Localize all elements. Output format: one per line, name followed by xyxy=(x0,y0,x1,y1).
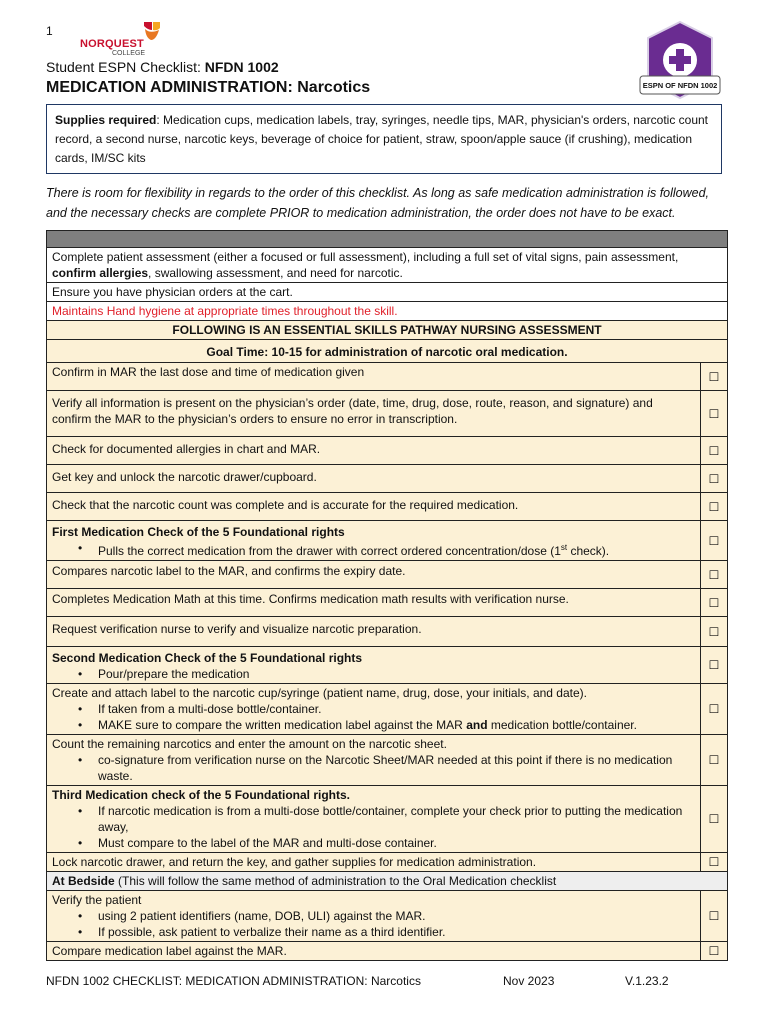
step-checkbox[interactable]: ☐ xyxy=(701,647,728,684)
course-line: Student ESPN Checklist: NFDN 1002 xyxy=(46,59,279,75)
footer-title: NFDN 1002 CHECKLIST: MEDICATION ADMINISTRATION: Narcotics xyxy=(46,974,421,988)
table-row: Compares narcotic label to the MAR, and confirms the expiry date. ☐ xyxy=(47,561,728,589)
table-row: Check for documented allergies in chart and MAR. ☐ xyxy=(47,437,728,465)
step-checkbox[interactable]: ☐ xyxy=(701,391,728,437)
table-row: Check that the narcotic count was complete and is accurate for the required medication. ☐ xyxy=(47,493,728,521)
logo-wordmark: NORQUEST xyxy=(80,38,144,50)
step-checkbox[interactable]: ☐ xyxy=(701,853,728,872)
table-row: Lock narcotic drawer, and return the key, and gather supplies for medication administration. ☐ xyxy=(47,853,728,872)
step-checkbox[interactable]: ☐ xyxy=(701,561,728,589)
step-checkbox[interactable]: ☐ xyxy=(701,589,728,617)
step-checkbox[interactable]: ☐ xyxy=(701,684,728,735)
step-checkbox[interactable]: ☐ xyxy=(701,942,728,961)
step-checkbox[interactable]: ☐ xyxy=(701,891,728,942)
step-checkbox[interactable]: ☐ xyxy=(701,493,728,521)
bedside-header-row: At Bedside (This will follow the same method of administration to the Oral Medication checklist xyxy=(47,872,728,891)
supplies-label: Supplies required xyxy=(55,113,157,127)
essential-header-row: FOLLOWING IS AN ESSENTIAL SKILLS PATHWAY NURSING ASSESSMENT xyxy=(47,321,728,340)
table-row: Complete patient assessment (either a focused or full assessment), including a full set of vital signs, pain assessment, confirm allergies, swallowing assessment, and need for narcotic. xyxy=(47,248,728,283)
table-row: Maintains Hand hygiene at appropriate times throughout the skill. xyxy=(47,302,728,321)
badge-label: ESPN OF NFDN 1002 xyxy=(642,81,718,90)
table-row: Verify the patient • using 2 patient identifiers (name, DOB, ULI) against the MAR. • If possible, ask patient to verbalize their name as a third identifier. ☐ xyxy=(47,891,728,942)
step-checkbox[interactable]: ☐ xyxy=(701,437,728,465)
supplies-box xyxy=(46,104,722,174)
table-row: Request verification nurse to verify and visualize narcotic preparation. ☐ xyxy=(47,617,728,647)
goal-time-row: Goal Time: 10-15 for administration of narcotic oral medication. xyxy=(47,340,728,363)
table-row: Get key and unlock the narcotic drawer/cupboard. ☐ xyxy=(47,465,728,493)
supplies-text: : Medication cups, medication labels, tray, syringes, needle tips, MAR, physician's orders, narcotic count record, a second nurse, narcotic keys, beverage of choice for patient, straw, spoon/apple sauce (if crushing), medication cards, IM/SC kits xyxy=(55,113,709,165)
step-checkbox[interactable]: ☐ xyxy=(701,617,728,647)
page-title: MEDICATION ADMINISTRATION: Narcotics xyxy=(46,79,371,96)
table-row: Second Medication Check of the 5 Foundational rights • Pour/prepare the medication ☐ xyxy=(47,647,728,684)
table-row: Confirm in MAR the last dose and time of medication given ☐ xyxy=(47,363,728,391)
step-checkbox[interactable]: ☐ xyxy=(701,465,728,493)
table-row: Compare medication label against the MAR. ☐ xyxy=(47,942,728,961)
page-number: 1 xyxy=(46,24,53,38)
table-row: Count the remaining narcotics and enter the amount on the narcotic sheet. • co-signature from verification nurse on the Narcotic Sheet/MAR needed at this point if there is no medication waste. ☐ xyxy=(47,735,728,786)
logo-subtext: COLLEGE xyxy=(112,50,146,57)
step-checkbox[interactable]: ☐ xyxy=(701,786,728,853)
intro-paragraph: There is room for flexibility in regards to the order of this checklist. As long as safe medication administration is followed, and the necessary checks are complete PRIOR to medication administration, the order does not have to be exact. xyxy=(46,186,710,220)
footer-date: Nov 2023 xyxy=(503,974,555,988)
footer-version: V.1.23.2 xyxy=(625,974,669,988)
table-row: Completes Medication Math at this time. Confirms medication math results with verification nurse. ☐ xyxy=(47,589,728,617)
table-row: Verify all information is present on the physician’s order (date, time, drug, dose, route, reason, and signature) and confirm the MAR to the physician’s orders to ensure no error in transcription. ☐ xyxy=(47,391,728,437)
table-row: First Medication Check of the 5 Foundational rights • Pulls the correct medication from the drawer with correct ordered concentration/dose (1st check). ☐ xyxy=(47,521,728,561)
table-header-bar xyxy=(47,231,728,248)
table-row: Ensure you have physician orders at the cart. xyxy=(47,283,728,302)
checklist-table xyxy=(46,230,728,961)
step-checkbox[interactable]: ☐ xyxy=(701,521,728,561)
step-checkbox[interactable]: ☐ xyxy=(701,363,728,391)
table-row: Create and attach label to the narcotic cup/syringe (patient name, drug, dose, your initials, and date). • If taken from a multi-dose bottle/container. • MAKE sure to compare the written medication label against the MAR and medication bottle/container. ☐ xyxy=(47,684,728,735)
college-logo xyxy=(80,20,162,58)
course-code: NFDN 1002 xyxy=(204,59,279,75)
table-row: Third Medication check of the 5 Foundational rights. • If narcotic medication is from a multi-dose bottle/container, complete your check prior to putting the medication away, • Must compare to the label of the MAR and multi-dose container. ☐ xyxy=(47,786,728,853)
step-checkbox[interactable]: ☐ xyxy=(701,735,728,786)
logo-mark-icon xyxy=(142,20,162,42)
